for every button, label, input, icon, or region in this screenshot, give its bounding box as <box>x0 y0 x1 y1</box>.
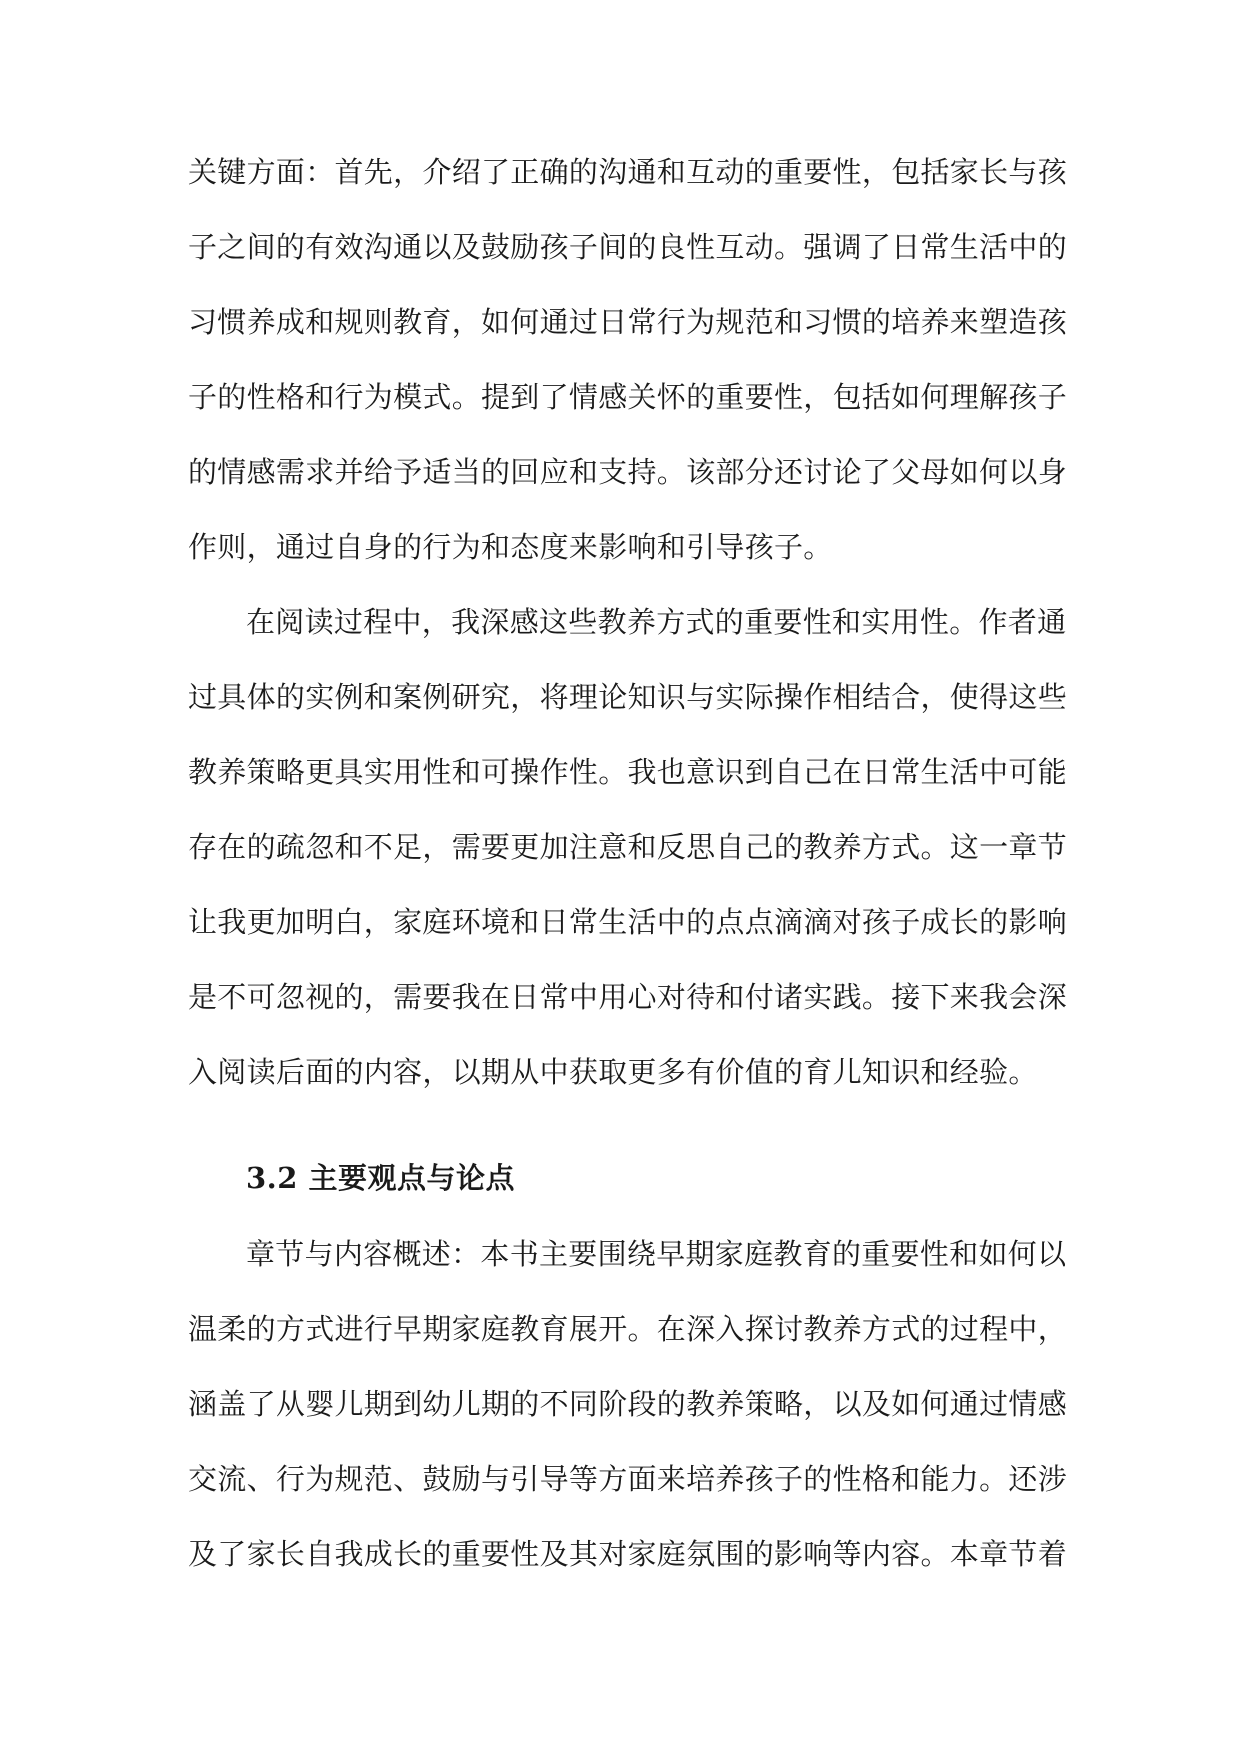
paragraph-2-line: 让我更加明白，家庭环境和日常生活中的点点滴滴对孩子成长的影响 <box>188 905 1068 939</box>
paragraph-2-line: 入阅读后面的内容，以期从中获取更多有价值的育儿知识和经验。 <box>188 1055 1038 1089</box>
paragraph-1-line: 子的性格和行为模式。提到了情感关怀的重要性，包括如何理解孩子 <box>188 380 1068 414</box>
paragraph-2-line: 是不可忽视的，需要我在日常中用心对待和付诸实践。接下来我会深 <box>188 980 1068 1014</box>
paragraph-2-line: 存在的疏忽和不足，需要更加注意和反思自己的教养方式。这一章节 <box>188 830 1068 864</box>
paragraph-1-line: 作则，通过自身的行为和态度来影响和引导孩子。 <box>188 530 833 564</box>
paragraph-2-line: 在阅读过程中，我深感这些教养方式的重要性和实用性。作者通 <box>246 605 1067 639</box>
paragraph-3-line: 章节与内容概述：本书主要围绕早期家庭教育的重要性和如何以 <box>246 1237 1067 1271</box>
paragraph-2-line: 过具体的实例和案例研究，将理论知识与实际操作相结合，使得这些 <box>188 680 1068 714</box>
paragraph-1-line: 习惯养成和规则教育，如何通过日常行为规范和习惯的培养来塑造孩 <box>188 305 1068 339</box>
paragraph-1-line: 子之间的有效沟通以及鼓励孩子间的良性互动。强调了日常生活中的 <box>188 230 1068 264</box>
paragraph-3-line: 温柔的方式进行早期家庭教育展开。在深入探讨教养方式的过程中， <box>188 1312 1068 1346</box>
paragraph-1-line: 关键方面：首先，介绍了正确的沟通和互动的重要性，包括家长与孩 <box>188 155 1068 189</box>
section-heading: 3.2 主要观点与论点 <box>246 1161 516 1195</box>
paragraph-3-line: 交流、行为规范、鼓励与引导等方面来培养孩子的性格和能力。还涉 <box>188 1462 1068 1496</box>
paragraph-3-line: 涵盖了从婴儿期到幼儿期的不同阶段的教养策略，以及如何通过情感 <box>188 1387 1068 1421</box>
paragraph-1-line: 的情感需求并给予适当的回应和支持。该部分还讨论了父母如何以身 <box>188 455 1068 489</box>
paragraph-2-line: 教养策略更具实用性和可操作性。我也意识到自己在日常生活中可能 <box>188 755 1068 789</box>
paragraph-3-line: 及了家长自我成长的重要性及其对家庭氛围的影响等内容。本章节着 <box>188 1537 1068 1571</box>
